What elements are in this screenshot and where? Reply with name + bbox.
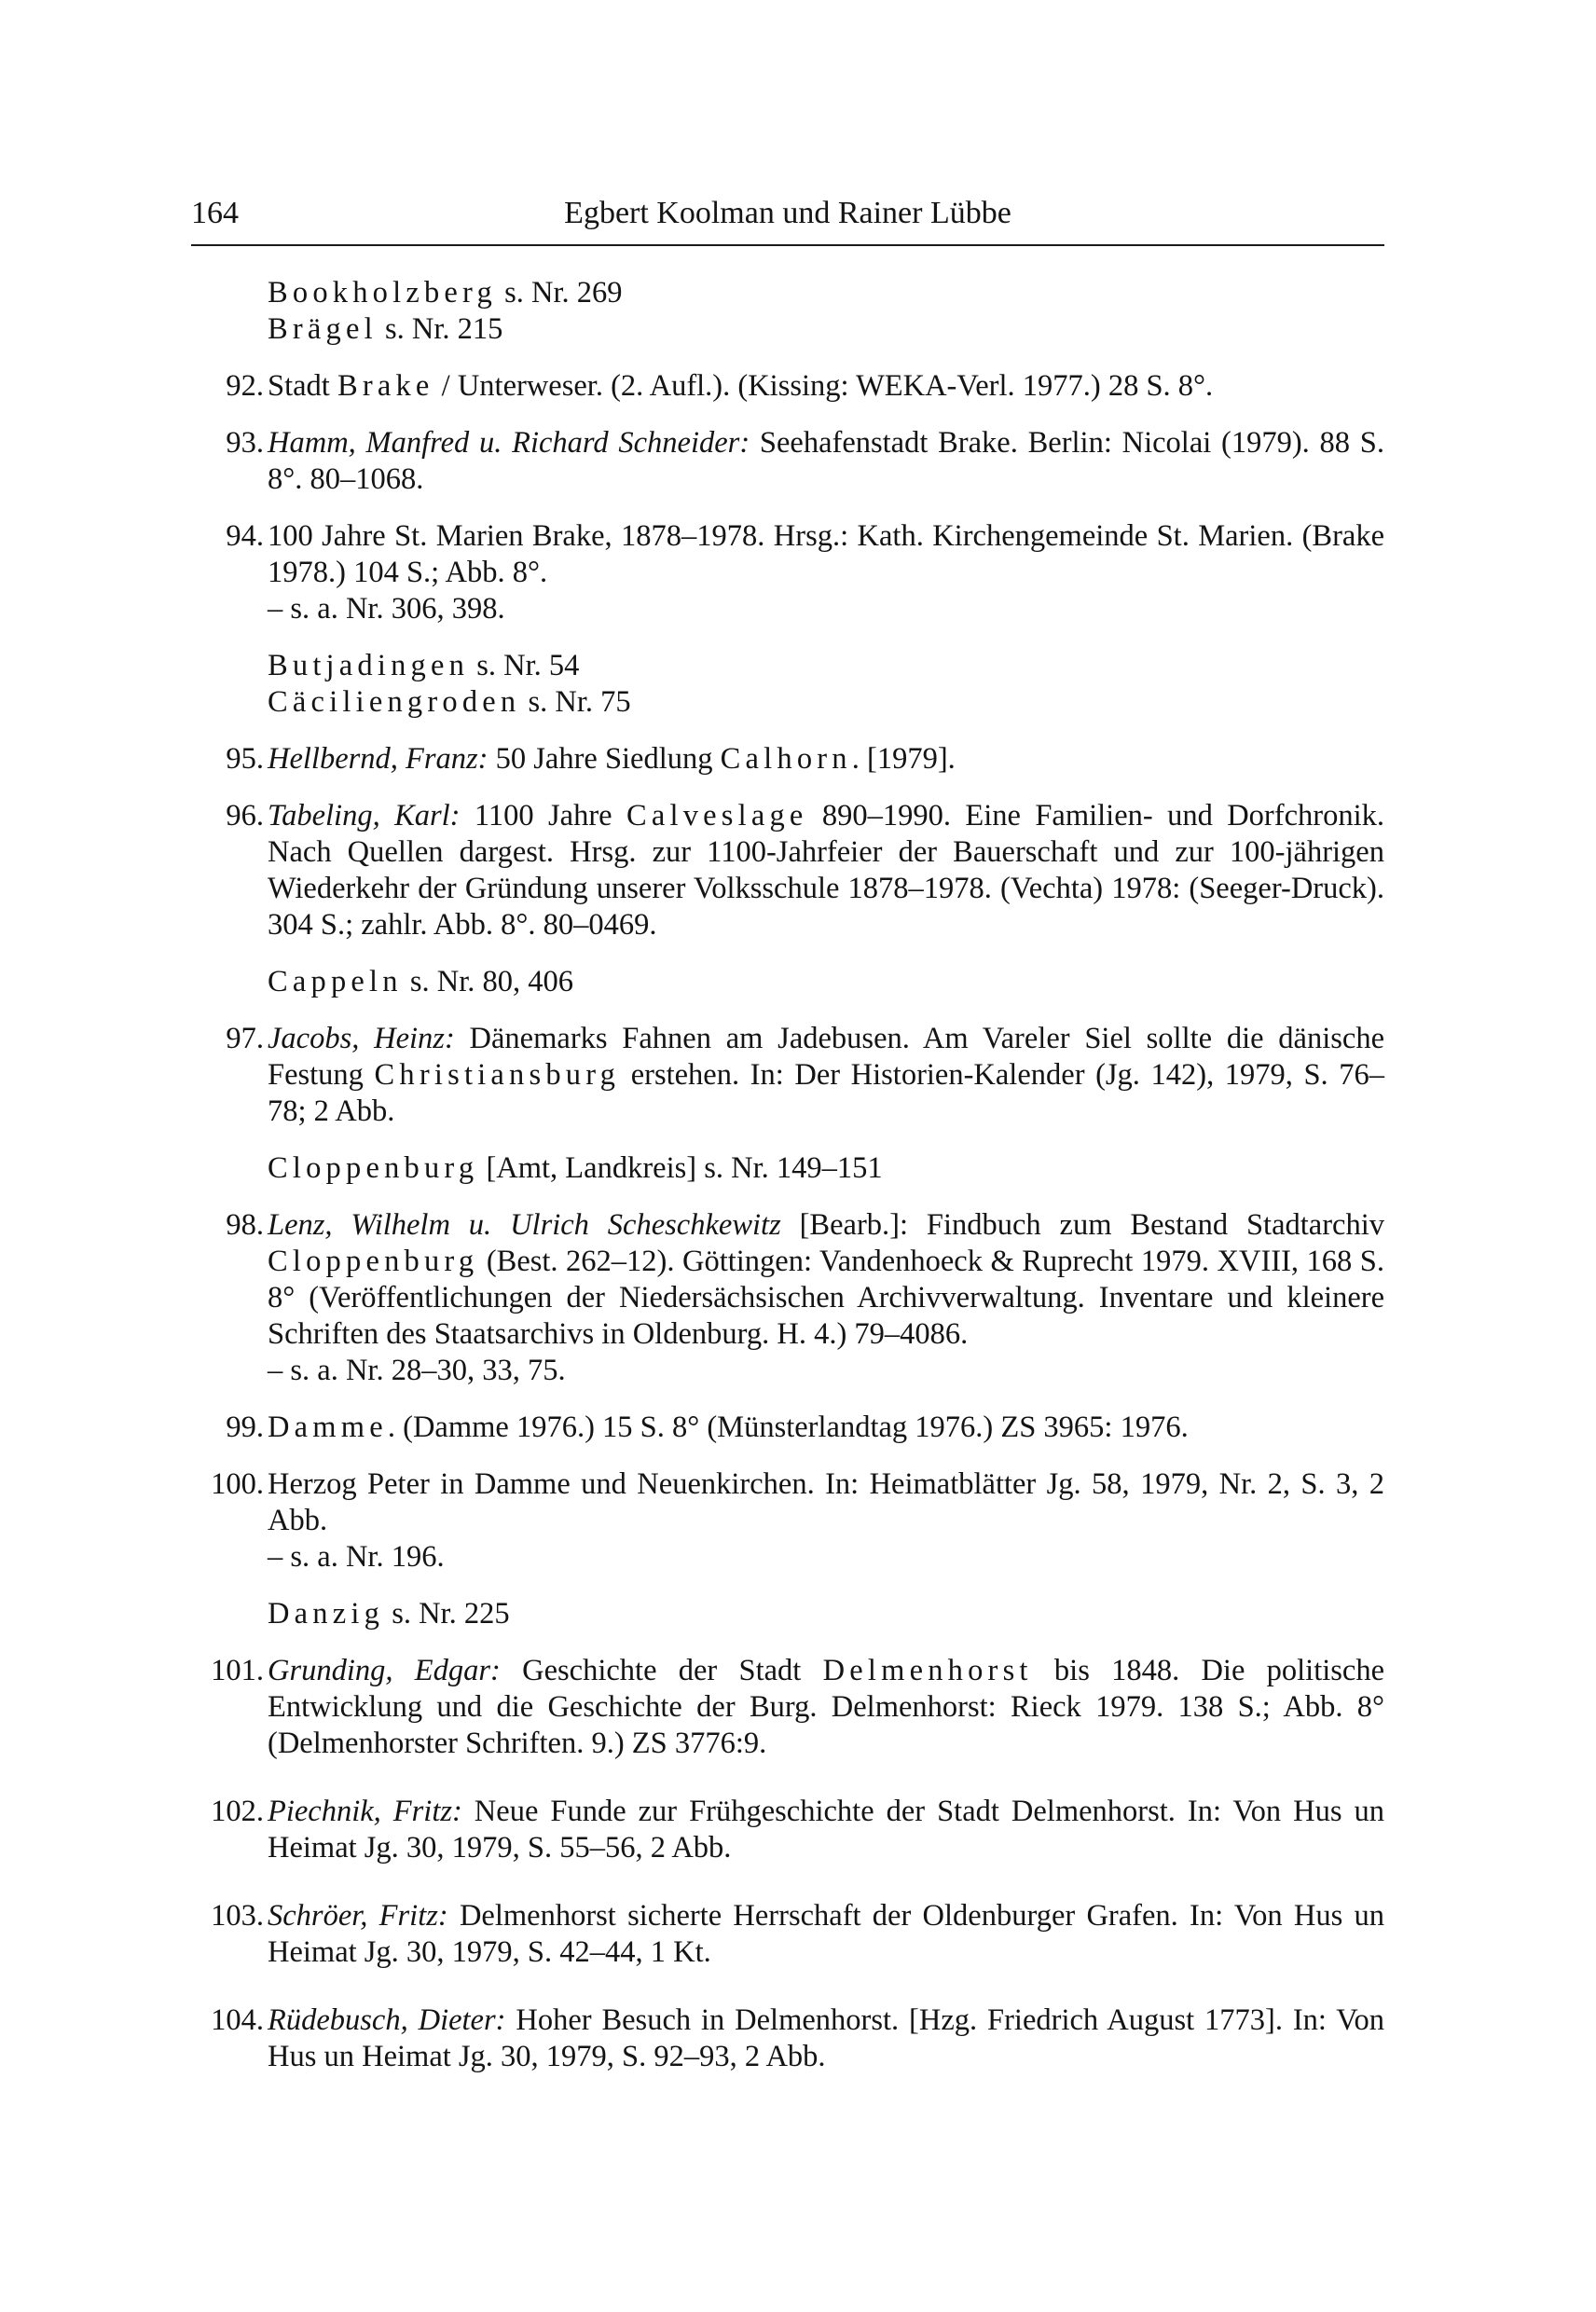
entry-text: 100 Jahre St. Marien Brake, 1878–1978. Hrsg.: Kath. Kirchengemeinde St. Marien. (Brake 1978.) 104 S.; Abb. 8°. — [268, 519, 1384, 589]
entry-number: 103. — [211, 1899, 264, 1933]
author: Jacobs, Heinz: — [268, 1022, 455, 1055]
entry-text: Hoher Besuch in Delmenhorst. [Hzg. Friedrich August 1773]. In: Von Hus un Heimat Jg. 30, 1979, S. 92–93, 2 Abb. — [268, 2003, 1385, 2073]
see-also: – s. a. Nr. 306, 398. — [268, 592, 505, 626]
running-head: Egbert Koolman und Rainer Lübbe — [564, 196, 1011, 230]
place-name: Calhorn — [720, 742, 852, 776]
place-name: Brake — [337, 369, 434, 403]
entry-number: 96. — [226, 799, 264, 833]
place-name: Damme — [268, 1411, 388, 1444]
entry-text: 50 Jahre Siedlung — [488, 742, 721, 776]
entry-number: 95. — [226, 742, 264, 776]
cross-reference — [191, 1596, 1384, 1632]
entry-text: / Unterweser. (2. Aufl.). (Kissing: WEKA-Verl. 1977.) 28 S. 8°. — [433, 369, 1214, 403]
place-name: Brägel — [268, 312, 378, 346]
entry-number: 92. — [226, 369, 264, 403]
entry-text: 1100 Jahre — [460, 799, 626, 833]
place-name: Cloppenburg — [268, 1245, 479, 1278]
entry-text: erstehen. In: Der Historien-Kalender (Jg. 142), 1979, S. 76–78; 2 Abb. — [268, 1058, 1385, 1128]
author: Hellbernd, Franz: — [268, 742, 488, 776]
entry-text: [Bearb.]: Findbuch zum Bestand Stadtarchiv — [780, 1208, 1384, 1242]
page-number: 164 — [191, 196, 239, 230]
entry-text: (Best. 262–12). Göttingen: Vandenhoeck & Ruprecht 1979. XVIII, 168 S. 8° (Veröffentlichungen der Niedersächsischen Archivverwaltung. Inventare und kleinere Schriften des Staatsarchivs in Oldenburg. H. 4.) 79–4086. — [268, 1245, 1384, 1351]
reference: [Amt, Landkreis] s. Nr. 149–151 — [478, 1151, 883, 1185]
cross-reference — [191, 311, 1384, 348]
bibliography-entry — [191, 425, 1384, 498]
bibliography-entry — [191, 1021, 1384, 1130]
entry-number: 102. — [211, 1795, 264, 1828]
bibliography-entry — [191, 1794, 1384, 1866]
entry-number: 100. — [211, 1467, 264, 1501]
reference: s. Nr. 54 — [469, 649, 580, 682]
place-name: Cappeln — [268, 965, 403, 998]
bibliography-entry — [191, 368, 1384, 405]
entry-number: 94. — [226, 519, 264, 553]
author: Piechnik, Fritz: — [268, 1795, 462, 1828]
entry-text: Stadt — [268, 369, 337, 403]
entry-text: Delmenhorst sicherte Herrschaft der Oldenburger Grafen. In: Von Hus un Heimat Jg. 30, 1979, S. 42–44, 1 Kt. — [268, 1899, 1384, 1969]
place-name: Danzig — [268, 1597, 385, 1631]
author: Lenz, Wilhelm u. Ulrich Scheschkewitz — [268, 1208, 781, 1242]
author: Rüdebusch, Dieter: — [268, 2003, 506, 2037]
cross-reference — [191, 684, 1384, 721]
bibliography-entry — [191, 1898, 1384, 1971]
cross-reference — [191, 964, 1384, 1000]
cross-reference — [191, 275, 1384, 311]
author: Schröer, Fritz: — [268, 1899, 448, 1933]
place-name: Cäciliengroden — [268, 685, 521, 719]
page-header — [191, 190, 1384, 237]
place-name: Calveslage — [626, 799, 808, 833]
bibliography-entry — [191, 798, 1384, 943]
cross-reference — [191, 648, 1384, 684]
cross-reference — [191, 1150, 1384, 1187]
reference: s. Nr. 215 — [377, 312, 503, 346]
author: Grunding, Edgar: — [268, 1654, 501, 1687]
entry-number: 101. — [211, 1654, 264, 1687]
bibliography-entry — [191, 1207, 1384, 1353]
bibliography-entry — [191, 1653, 1384, 1762]
entry-number: 98. — [226, 1208, 264, 1242]
entry-number: 99. — [226, 1411, 264, 1444]
entry-text: Herzog Peter in Damme und Neuenkirchen. In: Heimatblätter Jg. 58, 1979, Nr. 2, S. 3, 2 Abb. — [268, 1467, 1384, 1537]
reference: s. Nr. 75 — [520, 685, 631, 719]
header-rule — [191, 244, 1384, 246]
entry-text: Dänemarks Fahnen am Jadebusen. Am Vareler Siel sollte die dänische Festung — [268, 1022, 1384, 1092]
bibliography-entry — [191, 2002, 1384, 2075]
place-name: Bookholzberg — [268, 276, 497, 310]
see-also: – s. a. Nr. 28–30, 33, 75. — [268, 1354, 566, 1387]
place-name: Cloppenburg — [268, 1151, 479, 1185]
author: Tabeling, Karl: — [268, 799, 461, 833]
reference: s. Nr. 269 — [496, 276, 623, 310]
place-name: Butjadingen — [268, 649, 470, 682]
reference: s. Nr. 80, 406 — [402, 965, 573, 998]
entry-text: bis 1848. Die politische Entwicklung und die Geschichte der Burg. Delmenhorst: Rieck 1979. 138 S.; Abb. 8° (Delmenhorster Schriften. 9.) ZS 3776:9. — [268, 1654, 1385, 1760]
author: Hamm, Manfred u. Richard Schneider: — [268, 426, 750, 460]
bibliography-entry — [191, 518, 1384, 591]
entry-number: 97. — [226, 1022, 264, 1055]
place-name: Christiansburg — [374, 1058, 621, 1092]
entry-text: 890–1990. Eine Familien- und Dorfchronik. Nach Quellen dargest. Hrsg. zur 1100-Jahrfeier der Bauerschaft und zur 100-jährigen Wiederkehr der Gründung unserer Volksschule 1878–1978. (Vechta) 1978: (Seeger-Druck). 304 S.; zahlr. Abb. 8°. 80–0469. — [268, 799, 1384, 942]
reference: s. Nr. 225 — [384, 1597, 510, 1631]
bibliography-entry — [191, 1466, 1384, 1539]
see-also: – s. a. Nr. 196. — [268, 1540, 445, 1574]
entry-text: . [1979]. — [851, 742, 956, 776]
bibliography-entry — [191, 1410, 1384, 1446]
entry-number: 93. — [226, 426, 264, 460]
entry-text: . (Damme 1976.) 15 S. 8° (Münsterlandtag 1976.) ZS 3965: 1976. — [387, 1411, 1189, 1444]
bibliography-entry — [191, 741, 1384, 778]
place-name: Delmenhorst — [822, 1654, 1033, 1687]
entry-text: Seehafenstadt Brake. Berlin: Nicolai (1979). 88 S. 8°. 80–1068. — [268, 426, 1384, 496]
entry-number: 104. — [211, 2003, 264, 2037]
entry-text: Geschichte der Stadt — [500, 1654, 823, 1687]
entry-text: Neue Funde zur Frühgeschichte der Stadt Delmenhorst. In: Von Hus un Heimat Jg. 30, 1979, S. 55–56, 2 Abb. — [268, 1795, 1384, 1865]
bibliography-list — [191, 275, 1384, 2075]
